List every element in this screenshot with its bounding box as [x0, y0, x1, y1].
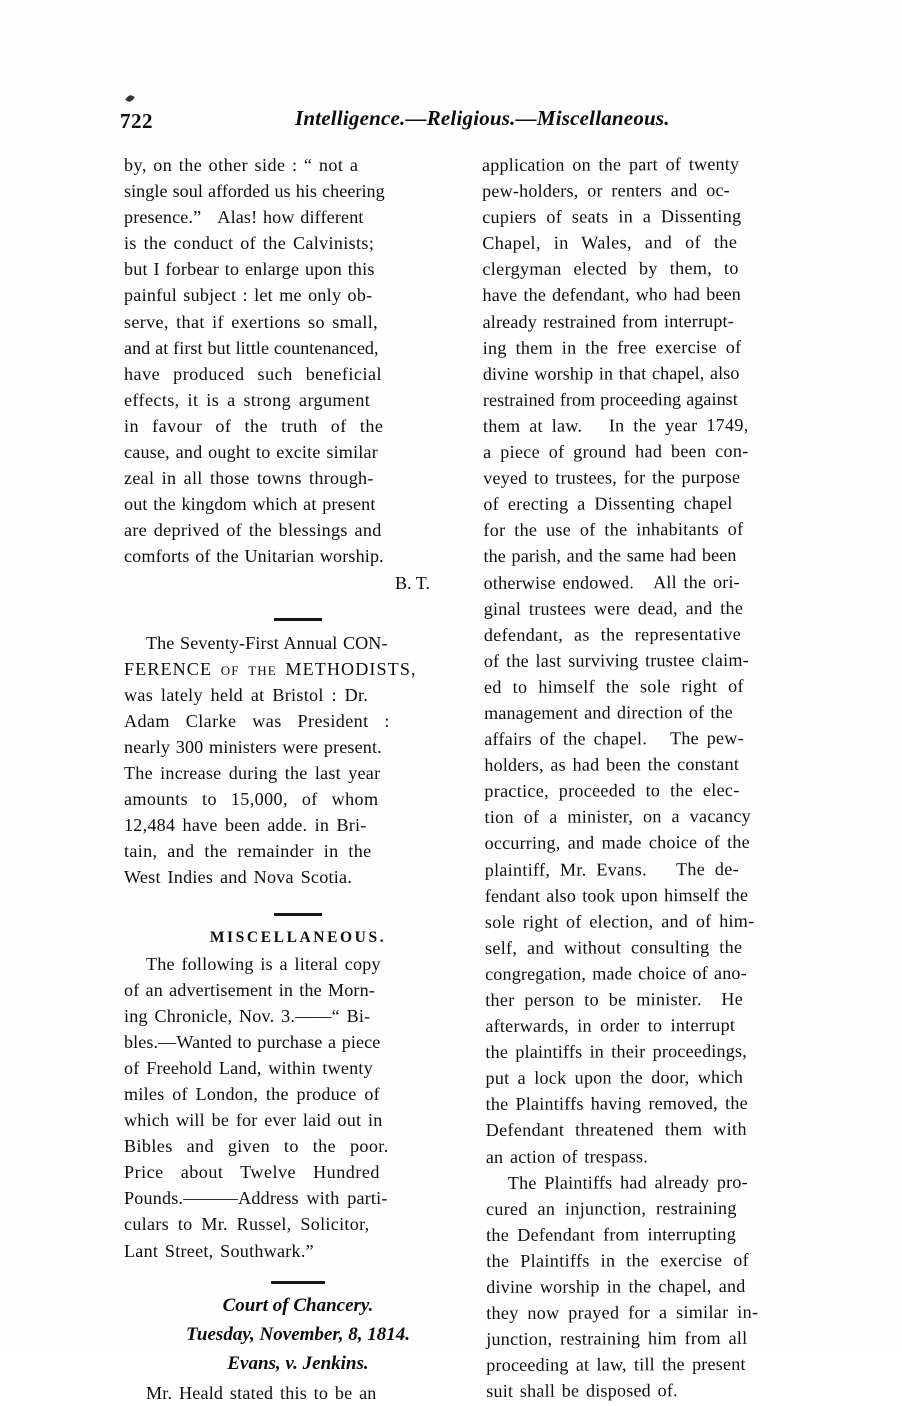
article-continued-body: [124, 152, 472, 596]
text-line: ing Chronicle, Nov. 3.——“ Bi-: [124, 1005, 371, 1026]
text-line: West Indies and Nova Scotia.: [124, 867, 353, 888]
text-line: cupiers of seats in a Dissenting: [482, 206, 742, 228]
text-line: practice, proceeded to the elec-: [484, 780, 740, 802]
text-line: holders, as had been the constant: [484, 754, 740, 776]
text-line: is the conduct of the Calvinists;: [124, 233, 375, 254]
text-line: defendant, as the representative: [483, 623, 742, 645]
text-line: a piece of ground had been con-: [483, 440, 749, 463]
spacer: [124, 891, 472, 904]
text-line: Bibles and given to the poor.: [124, 1136, 389, 1157]
text-line: for the use of the inhabitants of: [483, 519, 744, 541]
text-line: have produced such beneficial: [124, 363, 383, 384]
text-line: and at first but little countenanced,: [124, 337, 379, 358]
section-divider-rule: [274, 618, 322, 621]
text-line: ed to himself the sole right of: [483, 675, 744, 697]
text-line: miles of London, the produce of: [124, 1084, 380, 1104]
running-head: [120, 104, 820, 138]
text-line: are deprived of the blessings and: [124, 520, 382, 541]
text-line: Price about Twelve Hundred: [124, 1162, 380, 1183]
text-line: the Defendant from interrupting: [486, 1223, 737, 1245]
text-line: tain, and the remainder in the: [124, 841, 372, 862]
text-line: afterwards, in order to interrupt: [485, 1015, 736, 1037]
text-line: comforts of the Unitarian worship.: [124, 546, 384, 567]
running-title: Intelligence.—Religious.—Miscellaneous.: [295, 106, 670, 130]
text-line: divine worship in that chapel, also: [482, 362, 740, 384]
text-line: The Plaintiffs had already pro-: [507, 1171, 748, 1193]
text-line: 12,484 have been adde. in Bri-: [124, 815, 367, 836]
text-line: suit shall be disposed of.: [486, 1380, 678, 1402]
text-line: Chapel, in Wales, and of the: [482, 232, 738, 254]
injunction-paragraph: [482, 1170, 832, 1405]
text-line: was lately held at Bristol : Dr.: [124, 684, 369, 705]
text-line: fendant also took upon himself the: [484, 884, 749, 906]
text-line: Mr. Heald stated this to be an: [146, 1382, 377, 1403]
text-line: The following is a literal copy: [146, 953, 381, 974]
text-line: ther person to be minister. He: [485, 988, 744, 1010]
text-line: occurring, and made choice of the: [484, 832, 750, 854]
methodist-conference-item: [124, 630, 472, 891]
text-line: self, and without consulting the: [484, 936, 743, 958]
text-line: FERENCE of the METHODISTS,: [124, 658, 417, 679]
text-line: divine worship in the chapel, and: [486, 1275, 746, 1298]
advertisement-item: [124, 951, 472, 1264]
text-line: single soul afforded us his cheering: [124, 181, 385, 202]
text-line: out the kingdom which at present: [124, 494, 376, 515]
text-line: clergyman elected by them, to: [482, 258, 739, 280]
section-divider-rule: [271, 1281, 325, 1284]
text-line: an action of trespass.: [485, 1145, 648, 1167]
text-line: veyed to trustees, for the purpose: [483, 467, 741, 489]
text-line: sole right of election, and of him-: [484, 910, 755, 932]
text-line: junction, restraining him from all: [486, 1328, 748, 1350]
text-line: painful subject : let me only ob-: [124, 285, 373, 306]
text-line: the Plaintiffs in the exercise of: [486, 1249, 750, 1271]
heading-chancery-date: Tuesday, November, 8, 1814.: [186, 1323, 410, 1345]
text-line: which will be for ever laid out in: [124, 1110, 383, 1131]
text-line: serve, that if exertions so small,: [124, 311, 379, 332]
section-heading-miscellaneous: MISCELLANEOUS.: [209, 928, 387, 946]
text-line: Pounds.———Address with parti-: [124, 1188, 388, 1209]
right-column: [482, 152, 832, 1405]
text-line: Defendant threatened them with: [485, 1119, 747, 1141]
chancery-report-body: [482, 152, 832, 1170]
text-line: have the defendant, who had been: [482, 284, 742, 306]
text-line: effects, it is a strong argument: [124, 389, 371, 410]
section-divider-rule: [274, 913, 322, 916]
left-column: [124, 152, 472, 1406]
page-folio-number: 722: [120, 109, 153, 133]
article-signature: B. T.: [394, 572, 430, 593]
text-line: cured an injunction, restraining: [485, 1197, 737, 1219]
text-line: by, on the other side : “ not a: [124, 155, 359, 175]
text-line: the plaintiffs in their proceedings,: [485, 1041, 748, 1063]
heading-case-name: Evans, v. Jenkins.: [227, 1352, 369, 1374]
spacer: [124, 596, 472, 609]
text-line: of Freehold Land, within twenty: [124, 1057, 373, 1078]
text-line: put a lock upon the door, which: [485, 1067, 744, 1089]
text-line: pew-holders, or renters and oc-: [482, 180, 730, 202]
text-line: the parish, and the same had been: [483, 545, 737, 567]
text-line: management and direction of the: [484, 701, 733, 723]
text-line: ginal trustees were dead, and the: [483, 597, 744, 619]
text-line: otherwise endowed. All the ori-: [483, 571, 740, 593]
text-line: in favour of the truth of the: [124, 415, 384, 436]
text-line: tion of a minister, on a vacancy: [484, 806, 752, 828]
text-line: The increase during the last year: [124, 763, 381, 784]
text-line: proceeding at law, till the present: [486, 1354, 746, 1376]
text-line: of erecting a Dissenting chapel: [483, 493, 733, 515]
text-line: but I forbear to enlarge upon this: [124, 259, 375, 280]
text-line: zeal in all those towns through-: [124, 468, 374, 489]
text-line: bles.—Wanted to purchase a piece: [124, 1031, 381, 1052]
text-line: nearly 300 ministers were present.: [124, 736, 382, 757]
spacer: [124, 1264, 472, 1272]
text-line: they now prayed for a similar in-: [486, 1301, 759, 1324]
text-line: them at law. In the year 1749,: [482, 414, 749, 436]
text-line: congregation, made choice of ano-: [485, 962, 747, 984]
text-line: affairs of the chapel. The pew-: [484, 727, 744, 750]
text-line: the Plaintiffs having removed, the: [485, 1093, 748, 1115]
text-line: of an advertisement in the Morn-: [124, 979, 375, 1000]
text-line: The Seventy-First Annual CON-: [146, 632, 388, 653]
text-line: presence.” Alas! how different: [124, 207, 364, 228]
text-line: already restrained from interrupt-: [482, 310, 734, 332]
ink-speck-mark: [125, 94, 135, 102]
text-line: culars to Mr. Russel, Solicitor,: [124, 1214, 370, 1235]
text-line: cause, and ought to excite similar: [124, 442, 378, 463]
text-line: Adam Clarke was President :: [124, 710, 390, 731]
text-line: amounts to 15,000, of whom: [124, 789, 379, 810]
text-line: of the last surviving trustee claim-: [483, 649, 749, 671]
heading-court-of-chancery: Court of Chancery.: [222, 1294, 374, 1316]
text-line: Lant Street, Southwark.”: [124, 1240, 314, 1261]
text-line: plaintiff, Mr. Evans. The de-: [484, 858, 739, 880]
text-line: restrained from proceeding against: [482, 388, 738, 410]
text-line: ing them in the free exercise of: [482, 336, 742, 358]
text-line: application on the part of twenty: [481, 153, 740, 175]
